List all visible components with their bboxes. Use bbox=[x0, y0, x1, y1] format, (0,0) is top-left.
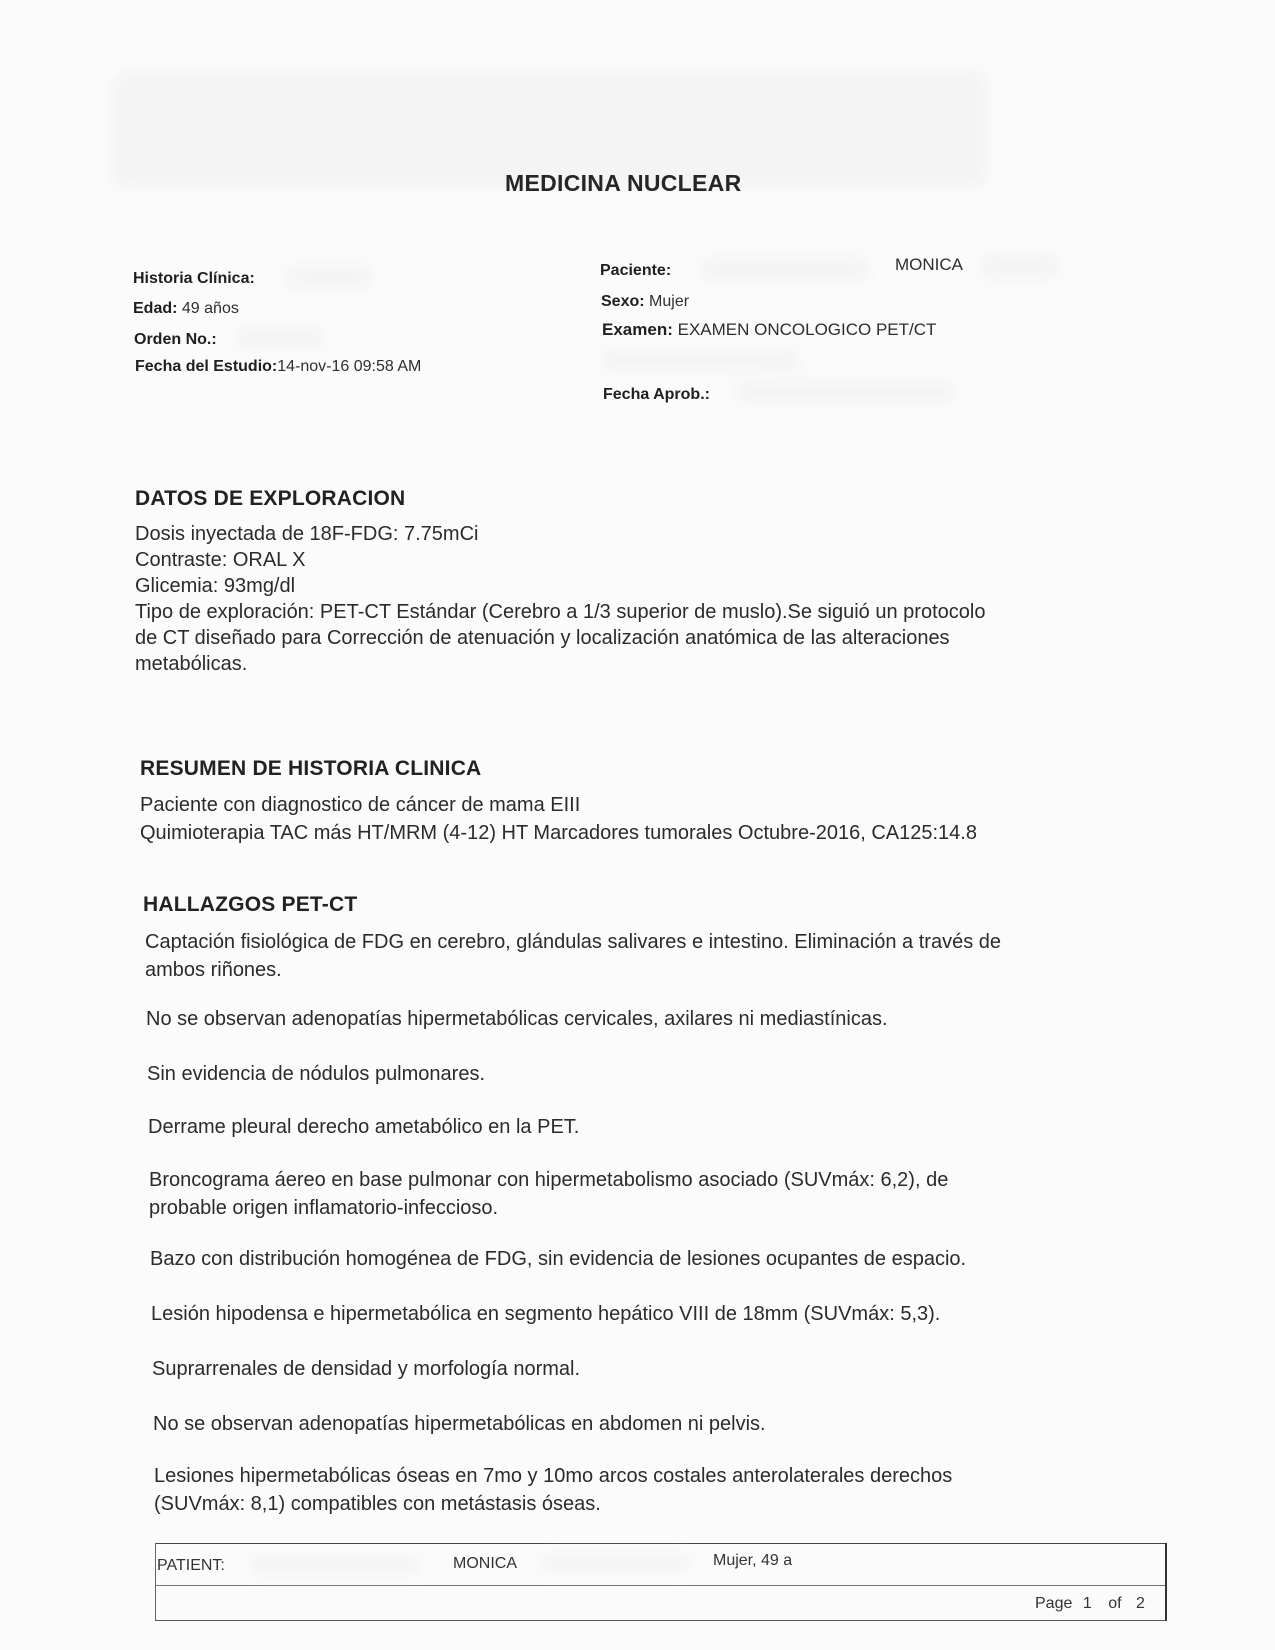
datos-exploracion-section bbox=[135, 487, 1145, 677]
footer-page-word: Page bbox=[1035, 1595, 1073, 1612]
footer-page-indicator bbox=[1035, 1595, 1145, 1613]
resumen-line: Quimioterapia TAC más HT/MRM (4-12) HT Marcadores tumorales Octubre-2016, CA125:14.8 bbox=[140, 822, 977, 844]
hallazgo-line: probable origen inflamatorio-infeccioso. bbox=[149, 1197, 499, 1219]
paciente-row bbox=[600, 262, 671, 280]
datos-line: Contraste: ORAL X bbox=[135, 549, 306, 571]
redacted-medico bbox=[600, 350, 800, 372]
fecha-estudio-label: Fecha del Estudio: bbox=[135, 358, 278, 375]
hallazgo-paragraph bbox=[152, 1355, 1162, 1383]
resumen-historia-heading: RESUMEN DE HISTORIA CLINICA bbox=[140, 757, 482, 780]
historia-clinica-label: Historia Clínica: bbox=[133, 270, 255, 287]
sexo-label: Sexo: bbox=[601, 293, 645, 310]
edad-value: 49 años bbox=[181, 300, 239, 317]
hallazgo-paragraph bbox=[147, 1060, 1157, 1088]
hallazgo-paragraph bbox=[146, 1005, 1156, 1033]
redacted-paciente bbox=[700, 256, 870, 282]
orden-label: Orden No.: bbox=[134, 331, 217, 348]
hallazgo-line: Captación fisiológica de FDG en cerebro, glándulas salivares e intestino. Eliminación a través de bbox=[145, 931, 1002, 953]
hallazgos-heading: HALLAZGOS PET-CT bbox=[143, 893, 358, 916]
examen-value: EXAMEN ONCOLOGICO PET/CT bbox=[677, 320, 937, 339]
hallazgo-paragraph bbox=[150, 1245, 1160, 1273]
fecha-aprob-label: Fecha Aprob.: bbox=[603, 386, 710, 403]
datos-exploracion-heading: DATOS DE EXPLORACION bbox=[135, 487, 406, 510]
resumen-historia-section bbox=[140, 757, 1150, 847]
redacted-footer-name bbox=[250, 1555, 420, 1575]
redacted-orden bbox=[235, 326, 325, 350]
paciente-value: MONICA bbox=[895, 255, 963, 274]
datos-line: metabólicas. bbox=[135, 653, 248, 675]
hallazgo-line: No se observan adenopatías hipermetabólicas en abdomen ni pelvis. bbox=[153, 1413, 766, 1435]
historia-clinica-row bbox=[133, 270, 255, 288]
footer-of-word: of bbox=[1108, 1595, 1122, 1612]
paciente-label: Paciente: bbox=[600, 262, 672, 279]
fecha-aprob-row bbox=[603, 386, 710, 404]
edad-label: Edad: bbox=[133, 300, 178, 317]
footer-patient-label: PATIENT: bbox=[157, 1557, 225, 1574]
sexo-row bbox=[601, 293, 689, 311]
redacted-paciente-surname bbox=[980, 254, 1060, 280]
resumen-line: Paciente con diagnostico de cáncer de mama EIII bbox=[140, 794, 581, 816]
hallazgo-paragraph bbox=[151, 1300, 1161, 1328]
footer-page-total: 2 bbox=[1135, 1595, 1145, 1612]
redacted-footer-surname bbox=[540, 1553, 690, 1573]
page-title: MEDICINA NUCLEAR bbox=[505, 170, 742, 196]
hallazgo-line: Derrame pleural derecho ametabólico en la PET. bbox=[148, 1116, 580, 1138]
edad-row bbox=[133, 300, 239, 318]
hallazgo-paragraph bbox=[153, 1410, 1163, 1438]
fecha-estudio-row bbox=[135, 358, 421, 376]
hallazgo-line: No se observan adenopatías hipermetabólicas cervicales, axilares ni mediastínicas. bbox=[146, 1008, 888, 1030]
fecha-estudio-value: 14-nov-16 09:58 AM bbox=[277, 358, 422, 375]
footer-page-current: 1 bbox=[1082, 1595, 1092, 1612]
footer-patient-name: MONICA bbox=[453, 1555, 517, 1572]
hallazgo-line: Lesión hipodensa e hipermetabólica en segmento hepático VIII de 18mm (SUVmáx: 5,3). bbox=[151, 1303, 941, 1325]
orden-row bbox=[134, 331, 217, 349]
hallazgo-paragraph bbox=[154, 1462, 1164, 1518]
datos-line: Dosis inyectada de 18F-FDG: 7.75mCi bbox=[135, 523, 479, 545]
hallazgo-line: Sin evidencia de nódulos pulmonares. bbox=[147, 1063, 485, 1085]
hallazgo-line: Bazo con distribución homogénea de FDG, sin evidencia de lesiones ocupantes de espacio. bbox=[150, 1248, 967, 1270]
hallazgo-paragraph bbox=[149, 1166, 1159, 1222]
hallazgo-paragraph bbox=[145, 928, 1155, 984]
datos-line: de CT diseñado para Corrección de atenuación y localización anatómica de las alteraciones bbox=[135, 627, 950, 649]
hallazgo-line: Broncograma áereo en base pulmonar con hipermetabolismo asociado (SUVmáx: 6,2), de bbox=[149, 1169, 949, 1191]
examen-label: Examen: bbox=[602, 320, 673, 339]
datos-line: Glicemia: 93mg/dl bbox=[135, 575, 296, 597]
footer-mid-rule bbox=[155, 1585, 1165, 1586]
sexo-value: Mujer bbox=[649, 293, 690, 310]
footer-left-rule bbox=[155, 1543, 156, 1620]
hallazgo-line: ambos riñones. bbox=[145, 959, 282, 981]
page-footer bbox=[155, 1543, 1167, 1621]
redacted-historia bbox=[285, 265, 375, 289]
hallazgo-line: (SUVmáx: 8,1) compatibles con metástasis óseas. bbox=[154, 1493, 601, 1515]
footer-patient-info: Mujer, 49 a bbox=[713, 1552, 793, 1569]
footer-top-rule bbox=[155, 1543, 1165, 1544]
datos-line: Tipo de exploración: PET-CT Estándar (Cerebro a 1/3 superior de muslo).Se siguió un protocolo bbox=[135, 601, 986, 623]
hallazgo-paragraph bbox=[148, 1113, 1158, 1141]
hallazgo-line: Lesiones hipermetabólicas óseas en 7mo y 10mo arcos costales anterolaterales derechos bbox=[154, 1465, 953, 1487]
hallazgo-line: Suprarrenales de densidad y morfología normal. bbox=[152, 1358, 581, 1380]
examen-row bbox=[602, 320, 936, 340]
redacted-fecha-aprob bbox=[735, 380, 955, 404]
